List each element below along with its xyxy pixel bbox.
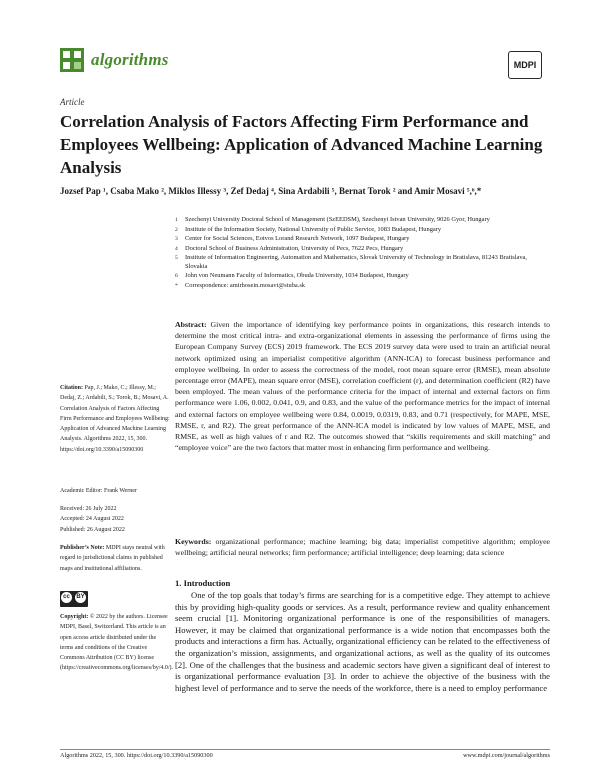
publisher-note: Publisher’s Note: MDPI stays neutral with regard to jurisdictional claims in published maps and institutional affiliations. <box>60 545 165 572</box>
publisher-logo: MDPI <box>508 51 542 79</box>
footer-journal-url[interactable]: www.mdpi.com/journal/algorithms <box>463 752 550 759</box>
citation-block: Citation: Pap, J.; Mako, C.; Illessy, M.; Dedaj, Z.; Ardabili, S.; Torok, B.; Mosavi, A. Correlation Analysis of Factors Affecting Firm Performance and Employees Wellbeing: Application of Advanced Machine Learning Analysis. Algorithms 2022, 15, 300. https://doi.org/10.3390/a15090300 <box>60 385 170 453</box>
affiliation: 1 Szechenyi University Doctoral School of Management (SzEEDSM), Szechenyi Istvan University, 9026 Gyor, Hungary <box>175 216 490 223</box>
keywords: Keywords: organizational performance; machine learning; big data; imperialist competitive algorithm; employee wellbeing; artificial neural networks; firm performance; artificial intelligence; deep learning; data science <box>175 537 550 558</box>
published-date: Published: 26 August 2022 <box>60 526 125 533</box>
journal-logo-icon <box>60 48 84 72</box>
affiliation-list <box>175 216 550 291</box>
footer-citation[interactable]: Algorithms 2022, 15, 300. https://doi.org/10.3390/a15090300 <box>60 752 213 759</box>
affiliation: 6 John von Neumann Faculty of Informatics, Obuda University, 1034 Budapest, Hungary <box>175 272 409 279</box>
affiliation: 4 Doctoral School of Business Administration, University of Pecs, 7622 Pecs, Hungary <box>175 244 404 252</box>
by-icon: BY <box>75 592 86 603</box>
accepted-date: Accepted: 24 August 2022 <box>60 516 124 523</box>
correspondence: * Correspondence: amirhosein.mosavi@stuba.sk <box>175 281 306 289</box>
abstract: Abstract: Given the importance of identifying key performance points in organizations, this research intends to determine the most critical intra- and extra-organizational elements in assessing the performance of firms using the European Company Survey (ECS) 2019 framework. The ECS 2019 survey data were used to train an artificial neural network optimized using an imperialist competitive algorithm (ANN-ICA) to forecast business performance and employee wellbeing. In order to assess the correctness of the model, root mean square error (RMSE), mean absolute percentage error (MAPE), mean square error (MSE), correlation coefficient (r), and determination coefficient (R2) have been employed. The mean values of the performance criteria for the impact of internal and external factors on firm performance were 1.06, 0.002, 0.041, 0.9, and 0.83, and the value of the performance metrics for the impact of internal and external factors on employee wellbeing were 0.84, 0.0019, 0.0319, 0.83, and 0.71 (respectively, for MAPE, MSE, RMSE, r, and R2). The great performance of the ANN-ICA model is indicated by low values of MAPE, MSE, and RMSE, as well as high values of r and R2. The outcomes showed that “skills requirements and skill matching” and “employee voice” are the two factors that matter most in enhancing firm performance and wellbeing. <box>175 320 551 453</box>
cc-icon: cc <box>61 592 72 603</box>
footer-divider <box>60 749 550 750</box>
affiliation: 2 Institute of the Information Society, National University of Public Service, 1083 Budapest, Hungary <box>175 225 442 233</box>
citation-text[interactable]: Pap, J.; Mako, C.; Illessy, M.; Dedaj, Z.; Ardabili, S.; Torok, B.; Mosavi, A. Correlation Analysis of Factors Affecting Firm Performance and Employees Wellbeing: Application of Advanced Machine Learning Analysis. Algorithms 2022, 15, 300. https://doi.org/10.3390/a15090300 <box>60 385 170 453</box>
received-date: Received: 26 July 2022 <box>60 506 117 512</box>
affiliation: 5 Institute of Information Engineering, Automation and Mathematics, Slovak University of Technology in Bratislava, 81243 Bratislava, Slovakia <box>175 254 527 270</box>
affiliation: 3 Center for Social Sciences, Eotvos Lorand Research Network, 1097 Budapest, Hungary <box>175 235 410 242</box>
paper-title: Correlation Analysis of Factors Affecting Firm Performance and Employees Wellbeing: Application of Advanced Machine Learning Analysis <box>60 112 543 177</box>
publication-dates <box>60 504 170 535</box>
introduction-text: One of the top goals that today’s firms are searching for is a competitive edge. They attempt to achieve this by providing high-quality goods or services. As a result, performance review and quality enhancement seem crucial [1]. Monitoring organizational performance is one of the responsibilities of managers. However, it may be claimed that organizational performance is a wide notion that encompasses both the products and interactions a firm has. Actually, organizational efficiency can be related to the effectiveness of the organization’s mission, assignments, and organizational actions, as well as the quality of its outcomes [2]. One of the challenges that the business and academic sectors have given a significant deal of interest to is organizational performance evaluation [3]. In order to achieve the objective of the business with the highest level of performance and to serve the needs of the workforce, there is a need to employ performance <box>175 590 550 693</box>
author-list: Jozsef Pap ¹, Csaba Mako ², Miklos Illessy ³, Zef Dedaj ⁴, Sina Ardabili ⁵, Bernat Torok ² and Amir Mosavi ⁵,⁶,* <box>60 186 482 196</box>
copyright-notice: Copyright: © 2022 by the authors. Licensee MDPI, Basel, Switzerland. This article is an open access article distributed under the terms and conditions of the Creative Commons Attribution (CC BY) license (https://creativecommons.org/licenses/by/4.0/). <box>60 614 174 672</box>
section-heading: 1. Introduction <box>175 578 231 588</box>
journal-name: algorithms <box>91 50 169 69</box>
article-type: Article <box>60 97 85 107</box>
academic-editor: Academic Editor: Frank Werner <box>60 488 137 494</box>
